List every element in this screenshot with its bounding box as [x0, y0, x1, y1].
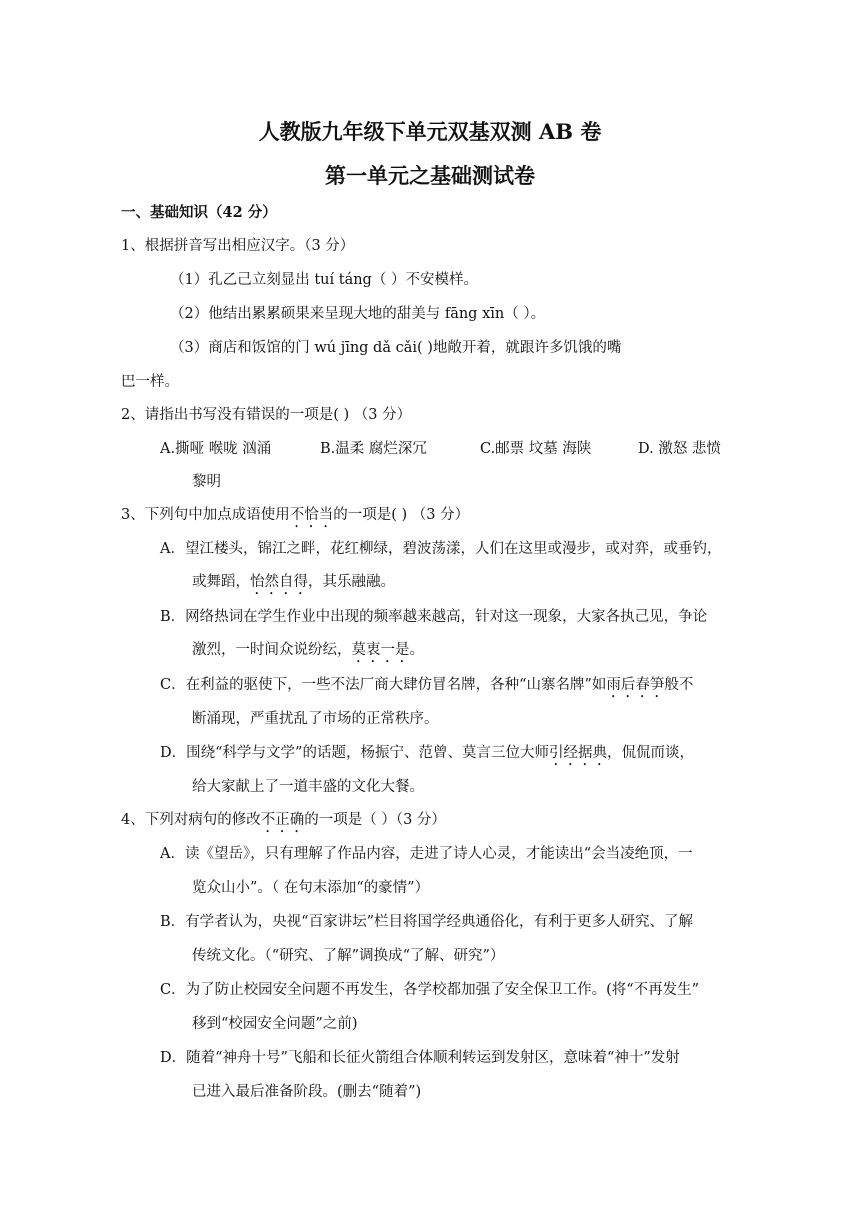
q3-option-b-line2: 激烈，一时间众说纷纭，莫衷一是。 — [192, 642, 424, 658]
emphasis-idiom-c: 雨后春笋 — [606, 677, 665, 693]
exam-title: 人教版九年级下单元双基双测 AB 卷 — [258, 119, 602, 144]
q4-option-d-line2: 已进入最后准备阶段。(删去“随着”) — [192, 1084, 422, 1100]
q3-option-c-line2: 断涌现，严重扰乱了市场的正常秩序。 — [192, 711, 439, 727]
q2-stem: 2、请指出书写没有错误的一项是( ) （3 分） — [121, 407, 412, 423]
q1-item-3-continued: 巴一样。 — [121, 374, 179, 390]
q2-option-a: A.撕哑 喉咙 汹涌 — [160, 441, 272, 457]
emphasis-idiom-a: 怡然自得 — [250, 574, 308, 590]
q2-option-b: B.温柔 腐烂深冗 — [320, 441, 427, 457]
q1-item-1: （1）孔乙己立刻显出 tuí táng（ ）不安模样。 — [170, 272, 478, 288]
q1-item-3: （3）商店和饭馆的门 wú jīng dǎ cǎi( )地敞开着，就跟许多饥饿的嘴 — [170, 340, 622, 356]
emphasis-dots: 不恰当 — [289, 507, 334, 523]
q4-option-d-line1: D．随着“神舟十号”飞船和长征火箭组合体顺利转运到发射区，意味着“神十”发射 — [160, 1050, 680, 1066]
q3-option-d-line2: 给大家献上了一道丰盛的文化大餐。 — [192, 779, 424, 795]
q2-option-d-continued: 黎明 — [192, 474, 221, 490]
q3-option-a-line1: A．望江楼头，锦江之畔，花红柳绿，碧波荡漾，人们在这里或漫步，或对弈，或垂钓， — [160, 541, 722, 557]
q4-option-a-line1: A．读《望岳》，只有理解了作品内容，走进了诗人心灵，才能读出“会当凌绝顶，一 — [160, 846, 693, 862]
emphasis-dots: 不正确 — [260, 812, 305, 828]
q4-option-c-line2: 移到“校园安全问题”之前) — [192, 1016, 358, 1032]
emphasis-idiom-d: 引经据典 — [548, 745, 607, 761]
q4-option-b-line2: 传统文化。（“研究、了解”调换成“了解、研究”） — [192, 948, 505, 964]
q2-option-d: D. 激怒 悲愤 — [638, 441, 721, 457]
q1-item-2: （2）他结出累累硕果来呈现大地的甜美与 fāng xīn（ ）。 — [170, 306, 546, 322]
emphasis-idiom-b: 莫衷一是 — [351, 642, 410, 658]
q3-option-d-line1: D．围绕“科学与文学”的话题，杨振宁、范曾、莫言三位大师引经据典，侃侃而谈， — [160, 745, 694, 761]
exam-subtitle: 第一单元之基础测试卷 — [325, 163, 535, 188]
q4-stem: 4、下列对病句的修改不正确的一项是（ ）（3 分） — [121, 812, 446, 828]
q3-option-b-line1: B．网络热词在学生作业中出现的频率越来越高，针对这一现象，大家各执己见，争论 — [160, 609, 708, 625]
q1-stem: 1、根据拼音写出相应汉字。（3 分） — [121, 238, 355, 254]
q3-option-a-line2: 或舞蹈，怡然自得，其乐融融。 — [192, 574, 395, 590]
section-heading: 一、基础知识（42 分） — [121, 204, 277, 221]
q2-option-c: C.邮票 坟墓 海陕 — [480, 441, 592, 457]
q4-option-c-line1: C．为了防止校园安全问题不再发生，各学校都加强了安全保卫工作。(将“不再发生” — [160, 982, 700, 998]
q3-stem: 3、下列句中加点成语使用不恰当的一项是( ) （3 分） — [121, 507, 470, 523]
q4-option-a-line2: 览众山小”。（ 在句末添加“的豪情”） — [192, 880, 430, 896]
q3-option-c-line1: C．在利益的驱使下，一些不法厂商大肆仿冒名牌，各种“山寨名牌”如雨后春笋般不 — [160, 677, 694, 693]
q4-option-b-line1: B．有学者认为，央视“百家讲坛”栏目将国学经典通俗化，有利于更多人研究、了解 — [160, 914, 693, 930]
